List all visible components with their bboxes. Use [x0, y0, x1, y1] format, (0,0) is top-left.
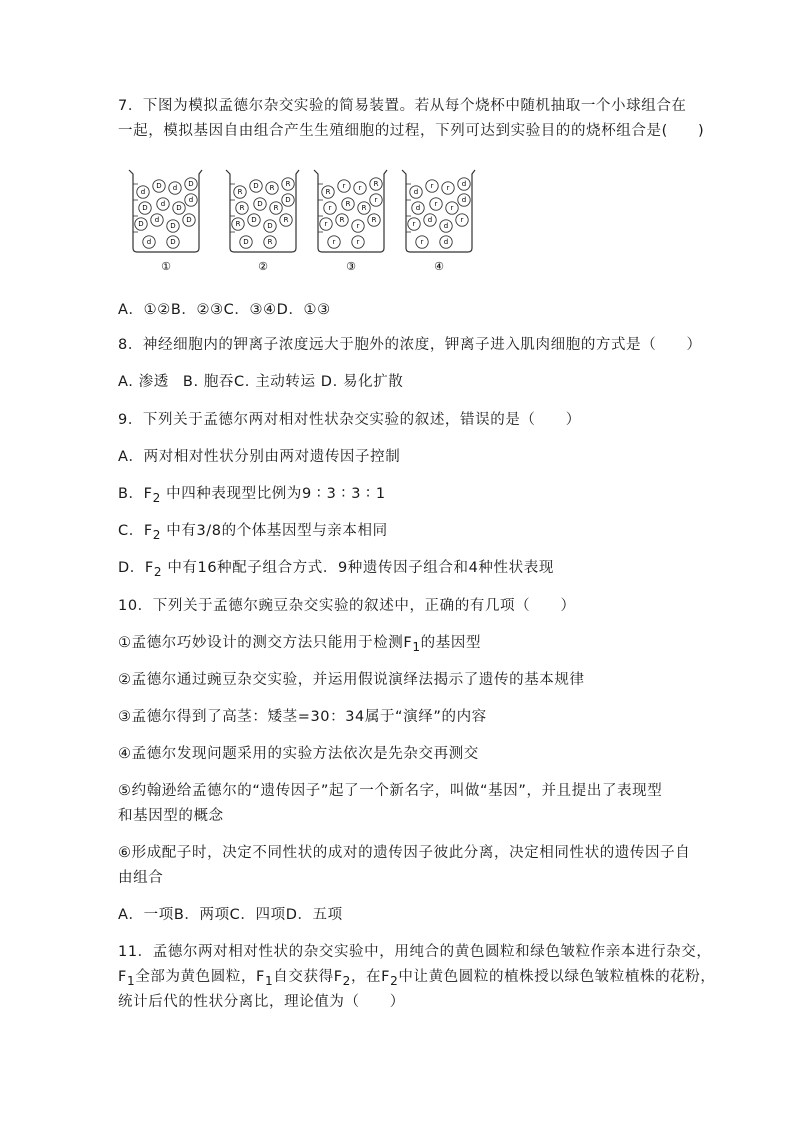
ball-label: D	[156, 182, 162, 190]
ball-label: R	[239, 204, 245, 212]
ball-label: d	[154, 216, 160, 224]
beaker-3	[314, 170, 387, 273]
q9-c-text: 中有3/8的个体基因型与亲本相同	[161, 523, 388, 539]
ball-label: R	[361, 204, 367, 212]
ball-label: d	[461, 180, 467, 188]
q7-stem-line1: 7．下图为模拟孟德尔杂交实验的简易装置。若从每个烧杯中随机抽取一个小球组合在	[118, 98, 687, 114]
ball-label: R	[373, 180, 379, 188]
q10-statement-4: ④孟德尔发现问题采用的实验方法依次是先杂交再测交	[118, 746, 479, 762]
q10-statement-6-line2: 由组合	[118, 870, 164, 886]
ball-label: R	[339, 216, 345, 224]
ball-label: R	[345, 200, 351, 208]
ball-label: R	[235, 220, 241, 228]
ball-label: R	[273, 204, 279, 212]
ball-label: d	[188, 196, 194, 204]
ball-label: D	[186, 216, 192, 224]
ball-label: d	[443, 238, 449, 246]
ball-label: r	[356, 238, 360, 246]
beaker-2	[226, 170, 299, 273]
ball-label: r	[460, 216, 464, 224]
q10-statement-2: ②孟德尔通过豌豆杂交实验，并运用假说演绎法揭示了遗传的基本规律	[118, 672, 585, 688]
q11-l2-d: ，在F	[350, 969, 391, 985]
beakers-diagram	[126, 166, 467, 276]
q9-option-a: A．两对相对性状分别由两对遗传因子控制	[118, 449, 401, 465]
beaker-caption: ③	[346, 260, 356, 273]
beaker-caption: ④	[434, 260, 444, 273]
ball-label: D	[138, 220, 144, 228]
ball-label: R	[285, 180, 291, 188]
q10-s1-text: ①孟德尔巧妙设计的测交方法只能用于检测F	[118, 635, 413, 651]
q9-option-c	[118, 521, 388, 545]
q11-l2-sub1: 1	[126, 973, 136, 988]
ball-label: R	[325, 188, 331, 196]
ball-label: r	[450, 204, 454, 212]
q9-d-text: 中有16种配子组合方式．9种遗传因子组合和4种性状表现	[162, 560, 554, 576]
ball-label: r	[446, 184, 450, 192]
ball-label: d	[413, 188, 419, 196]
q10-statement-5-line2: 和基因型的概念	[118, 808, 224, 824]
q9-b-text: 中四种表现型比例为9 ∶ 3 ∶ 3 ∶ 1	[160, 486, 386, 502]
beakers-figure	[126, 166, 467, 276]
ball-label: d	[146, 238, 152, 246]
q10-stem: 10．下列关于孟德尔豌豆杂交实验的叙述中，正确的有几项（ ）	[118, 598, 576, 614]
q9-option-d	[118, 558, 554, 582]
ball-label: d	[443, 222, 449, 230]
ball-label: r	[324, 220, 328, 228]
q11-l2-b: 全部为黄色圆粒，F	[135, 969, 265, 985]
q11-stem-line1: 11．孟德尔两对相对性状的杂交实验中，用纯合的黄色圆粒和绿色皱粒作亲本进行杂交，	[118, 944, 712, 960]
ball-label: D	[267, 222, 273, 230]
ball-label: r	[412, 220, 416, 228]
ball-label: D	[170, 238, 176, 246]
q10-statement-1	[118, 633, 481, 657]
q9-b-prefix: B．F	[118, 486, 153, 502]
q11-l2-sub3: 2	[342, 973, 351, 988]
q10-s1-subscript: 1	[412, 639, 421, 654]
ball-label: D	[176, 204, 182, 212]
q9-b-subscript: 2	[152, 490, 161, 505]
beaker-caption: ①	[161, 260, 171, 273]
q9-d-prefix: D．F	[118, 560, 154, 576]
q10-statement-3: ③孟德尔得到了高茎：矮茎=30：34属于“演绎”的内容	[118, 709, 487, 725]
ball-label: d	[427, 216, 433, 224]
q9-option-b	[118, 484, 386, 508]
q9-c-prefix: C．F	[118, 523, 153, 539]
ball-label: r	[374, 196, 378, 204]
ball-label: d	[140, 188, 146, 196]
ball-label: r	[342, 182, 346, 190]
ball-label: r	[434, 200, 438, 208]
ball-label: D	[257, 200, 263, 208]
q11-stem-line2	[118, 967, 715, 991]
ball-label: d	[415, 204, 421, 212]
ball-label: D	[142, 204, 148, 212]
q10-s1-tail: 的基因型	[420, 635, 482, 651]
ball-label: r	[430, 182, 434, 190]
ball-label: r	[420, 238, 424, 246]
beaker-caption: ②	[258, 260, 268, 273]
q11-stem-line3: 统计后代的性状分离比，理论值为（ ）	[118, 994, 405, 1010]
q8-options	[118, 372, 403, 392]
ball-label: R	[269, 184, 275, 192]
ball-label: d	[172, 184, 178, 192]
q7-options: A．①②B．②③C．③④D．①③	[118, 302, 331, 318]
q11-l2-sub4: 2	[390, 973, 399, 988]
ball-label: R	[267, 238, 273, 246]
q11-l2-a: F	[118, 969, 127, 985]
beaker-4	[402, 170, 475, 273]
ball-label: D	[170, 222, 176, 230]
ball-label: R	[371, 216, 377, 224]
ball-label: r	[332, 238, 336, 246]
ball-label: D	[285, 196, 291, 204]
q11-l2-c: 自交获得F	[273, 969, 343, 985]
ball-label: d	[160, 200, 166, 208]
q11-l2-sub2: 1	[265, 973, 274, 988]
q10-statement-6-line1: ⑥形成配子时，决定不同性状的成对的遗传因子彼此分离，决定相同性状的遗传因子自	[118, 845, 691, 861]
q9-stem: 9．下列关于孟德尔两对相对性状杂交实验的叙述，错误的是（ ）	[118, 412, 581, 428]
q8-stem: 8．神经细胞内的钾离子浓度远大于胞外的浓度，钾离子进入肌肉细胞的方式是（ ）	[118, 337, 702, 353]
q10-options: A．一项B．两项C．四项D．五项	[118, 907, 343, 923]
ball-label: D	[253, 182, 259, 190]
beaker-1	[129, 170, 202, 273]
ball-label: r	[358, 184, 362, 192]
ball-label: r	[356, 222, 360, 230]
ball-label: D	[188, 180, 194, 188]
ball-label: D	[251, 216, 257, 224]
ball-label: d	[461, 196, 467, 204]
q7-stem-line2: 一起，模拟基因自由组合产生生殖细胞的过程，下列可达到实验目的的烧杯组合是( )	[118, 123, 705, 139]
q8-option-a: A. 渗透	[118, 374, 169, 390]
ball-label: r	[328, 204, 332, 212]
q9-d-subscript: 2	[153, 564, 163, 579]
q9-c-subscript: 2	[152, 527, 162, 542]
q11-l2-e: 中让黄色圆粒的植株授以绿色皱粒植株的花粉，	[398, 969, 716, 985]
ball-label: D	[243, 238, 249, 246]
ball-label: R	[237, 188, 243, 196]
q10-statement-5-line1: ⑤约翰逊给孟德尔的“遗传因子”起了一个新名字，叫做“基因”，并且提出了表现型	[118, 783, 663, 799]
ball-label: R	[283, 216, 289, 224]
q8-options-rest: B. 胞吞C. 主动转运 D. 易化扩散	[182, 374, 404, 390]
